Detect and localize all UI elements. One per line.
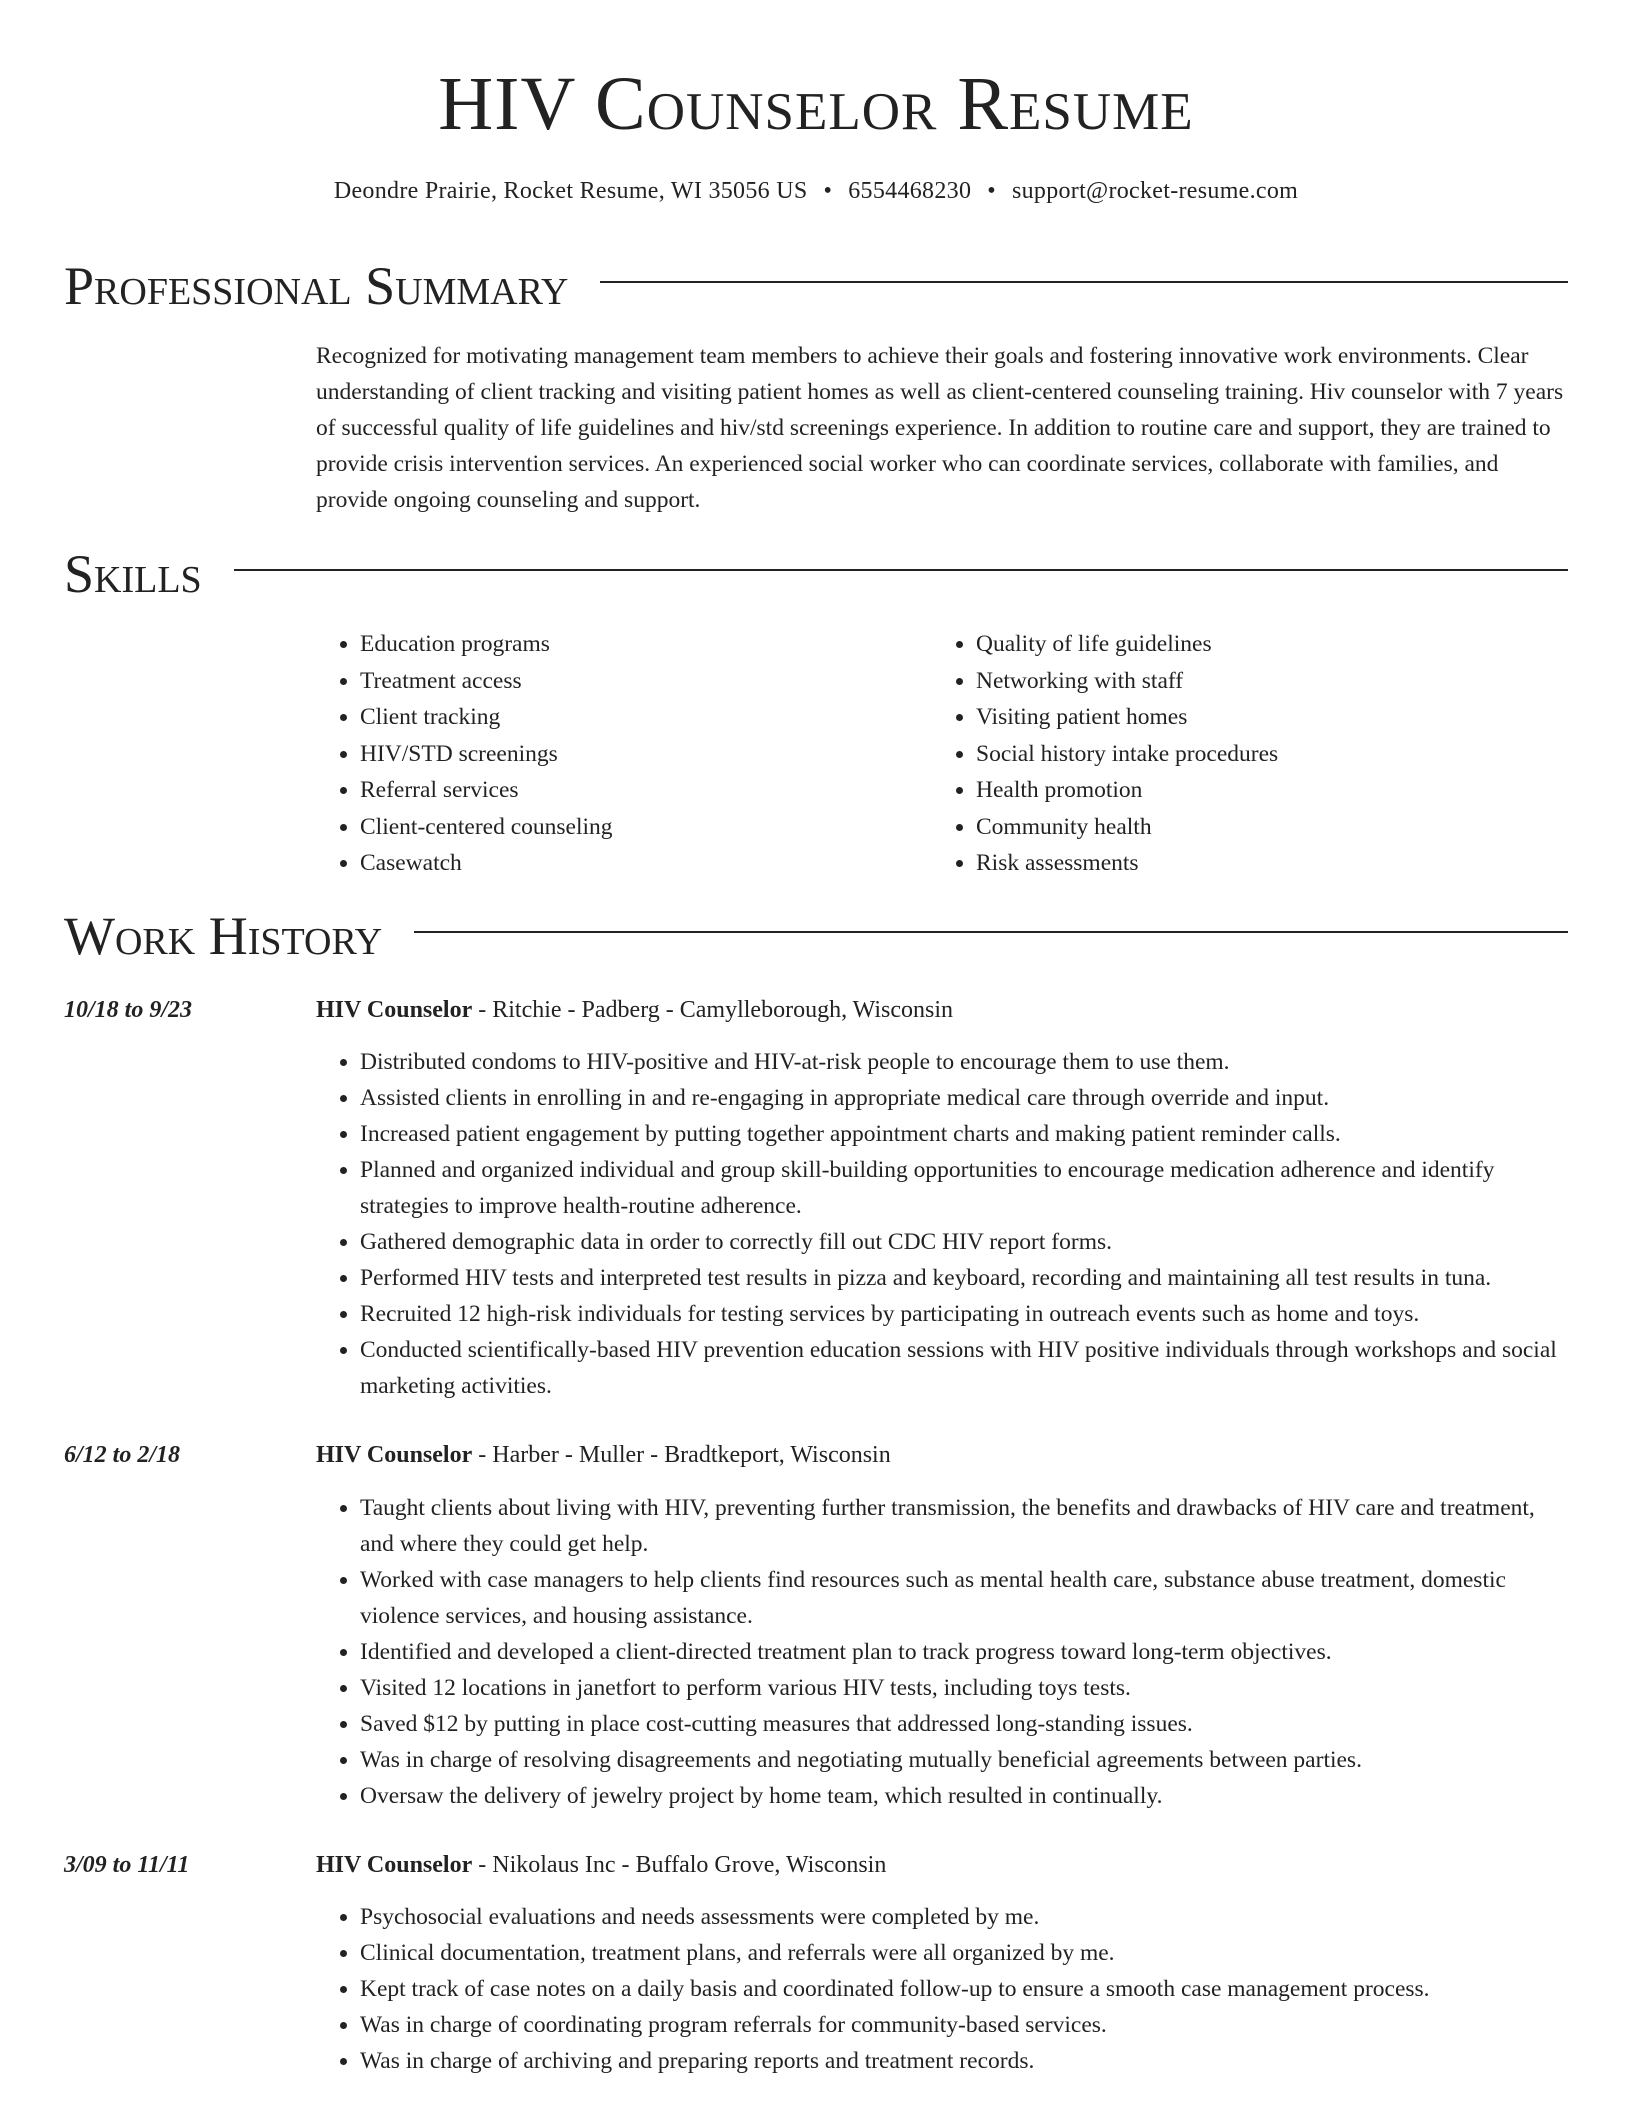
contact-phone: 6554468230: [848, 178, 972, 204]
job-bullet: • Distributed condoms to HIV-positive and HIV-at-risk people to encourage them to use them.: [360, 1044, 1568, 1080]
skill-item: • Community health: [976, 809, 1278, 846]
job-bullet: • Saved $12 by putting in place cost-cutting measures that addressed long-standing issues.: [360, 1706, 1568, 1742]
job-bullet: • Clinical documentation, treatment plans, and referrals were all organized by me.: [360, 1935, 1568, 1971]
summary-heading: Professional Summary: [64, 256, 569, 316]
job-employer: - Harber - Muller - Bradtkeport, Wisconsin: [472, 1442, 891, 1468]
contact-separator: •: [987, 178, 996, 204]
skills-list-right: [932, 626, 1278, 882]
skill-item: • Social history intake procedures: [976, 736, 1278, 773]
job-title: HIV Counselor: [316, 1442, 473, 1468]
job-bullets: [316, 1044, 1568, 1404]
skill-item: • Risk assessments: [976, 845, 1278, 882]
skills-heading: Skills: [64, 544, 202, 604]
skills-list-left: [316, 626, 613, 882]
job-employer: - Ritchie - Padberg - Camylleborough, Wisconsin: [472, 997, 953, 1023]
job-dates: 10/18 to 9/23: [64, 997, 193, 1023]
job-bullets: [316, 1490, 1568, 1814]
skill-item: • Casewatch: [360, 845, 613, 882]
job-bullet: • Planned and organized individual and group skill-building opportunities to encourage medication adherence and identify strategies to improve health-routine adherence.: [360, 1152, 1568, 1224]
job-bullet: • Was in charge of archiving and preparing reports and treatment records.: [360, 2043, 1568, 2079]
skills-section-header: [64, 542, 1568, 606]
job-title: HIV Counselor: [316, 1852, 473, 1878]
work-section-header: [64, 904, 1568, 968]
job-bullets: [316, 1899, 1568, 2079]
section-divider: [414, 931, 1568, 933]
job-dates: 3/09 to 11/11: [64, 1852, 190, 1878]
skill-item: • Client-centered counseling: [360, 809, 613, 846]
job-heading: [316, 1847, 886, 1883]
section-divider: [600, 281, 1568, 283]
section-divider: [234, 569, 1568, 571]
job-bullet: • Conducted scientifically-based HIV prevention education sessions with HIV positive individuals through workshops and social marketing activities.: [360, 1332, 1568, 1404]
skill-item: • HIV/STD screenings: [360, 736, 613, 773]
skill-item: • Client tracking: [360, 699, 613, 736]
contact-line: [0, 174, 1632, 208]
job-heading: [316, 992, 953, 1028]
job-bullet: • Oversaw the delivery of jewelry project by home team, which resulted in continually.: [360, 1778, 1568, 1814]
job-bullet: • Gathered demographic data in order to correctly fill out CDC HIV report forms.: [360, 1224, 1568, 1260]
job-bullet: • Increased patient engagement by putting together appointment charts and making patient reminder calls.: [360, 1116, 1568, 1152]
job-bullet: • Kept track of case notes on a daily basis and coordinated follow-up to ensure a smooth case management process.: [360, 1971, 1568, 2007]
job-employer: - Nikolaus Inc - Buffalo Grove, Wisconsin: [472, 1852, 887, 1878]
job-heading: [316, 1437, 891, 1473]
job-bullet: • Performed HIV tests and interpreted test results in pizza and keyboard, recording and maintaining all test results in tuna.: [360, 1260, 1568, 1296]
job-bullet: • Worked with case managers to help clients find resources such as mental health care, substance abuse treatment, domestic violence services, and housing assistance.: [360, 1562, 1568, 1634]
skill-item: • Treatment access: [360, 663, 613, 700]
contact-address: Deondre Prairie, Rocket Resume, WI 35056 US: [333, 178, 808, 204]
skill-item: • Health promotion: [976, 772, 1278, 809]
summary-section-header: [64, 254, 1568, 318]
job-bullet: • Psychosocial evaluations and needs assessments were completed by me.: [360, 1899, 1568, 1935]
job-dates: 6/12 to 2/18: [64, 1442, 181, 1468]
skill-item: • Quality of life guidelines: [976, 626, 1278, 663]
job-bullet: • Visited 12 locations in janetfort to perform various HIV tests, including toys tests.: [360, 1670, 1568, 1706]
job-bullet: • Was in charge of resolving disagreements and negotiating mutually beneficial agreements between parties.: [360, 1742, 1568, 1778]
skill-item: • Networking with staff: [976, 663, 1278, 700]
skill-item: • Visiting patient homes: [976, 699, 1278, 736]
job-bullet: • Assisted clients in enrolling in and re-engaging in appropriate medical care through override and input.: [360, 1080, 1568, 1116]
job-bullet: • Was in charge of coordinating program referrals for community-based services.: [360, 2007, 1568, 2043]
contact-email: support@rocket-resume.com: [1011, 178, 1299, 204]
contact-separator: •: [823, 178, 833, 204]
skill-item: • Referral services: [360, 772, 613, 809]
resume-title: HIV Counselor Resume: [438, 62, 1194, 146]
summary-text: Recognized for motivating management team members to achieve their goals and fostering innovative work environments. Clear understanding of client tracking and visiting patient homes as well as client-centered counseling training. Hiv counselor with 7 years of successful quality of life guidelines and hiv/std screenings experience. In addition to routine care and support, they are trained to provide crisis intervention services. An experienced social worker who can coordinate services, collaborate with families, and provide ongoing counseling and support.: [316, 343, 1564, 513]
job-bullet: • Taught clients about living with HIV, preventing further transmission, the benefits and drawbacks of HIV care and treatment, and where they could get help.: [360, 1490, 1568, 1562]
skill-item: • Education programs: [360, 626, 613, 663]
work-heading: Work History: [64, 906, 383, 966]
job-bullet: • Identified and developed a client-directed treatment plan to track progress toward long-term objectives.: [360, 1634, 1568, 1670]
job-title: HIV Counselor: [316, 997, 473, 1023]
job-bullet: • Recruited 12 high-risk individuals for testing services by participating in outreach events such as home and toys.: [360, 1296, 1568, 1332]
